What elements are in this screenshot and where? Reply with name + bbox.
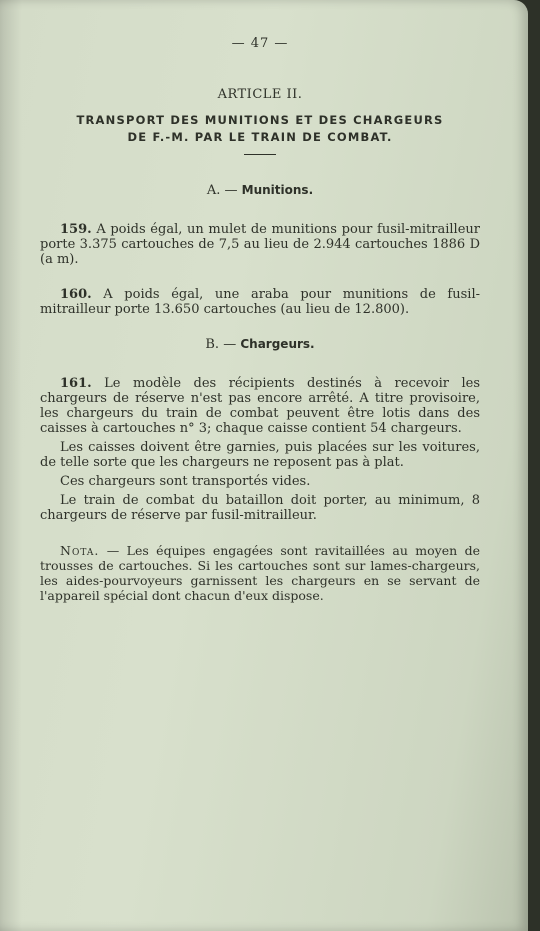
paragraph-text: A poids égal, un mulet de munitions pour fusil-mitrailleur porte 3.375 cartouches de 7,5 au lieu de 2.944 cartouches 1886 D (a m).: [40, 222, 480, 267]
paragraph-number: 160.: [60, 287, 92, 302]
paragraph-161-minimum: Le train de combat du bataillon doit porter, au minimum, 8 chargeurs de réserve par fusil-mitrailleur.: [40, 493, 480, 523]
paragraph-161-vides: Ces chargeurs sont transportés vides.: [60, 474, 311, 489]
section-a-name: Munitions.: [241, 183, 314, 197]
nota-label: Nota.: [60, 543, 100, 558]
section-b-letter: B. —: [205, 337, 237, 352]
section-heading-a: [40, 183, 480, 198]
page-binding-shadow: [0, 0, 22, 931]
paragraph-159: [40, 222, 480, 267]
paragraph-160: [40, 287, 480, 317]
paragraph-text: Le modèle des récipients destinés à recevoir les chargeurs de réserve n'est pas encore arrêté. A titre provisoire, les chargeurs du train de combat peuvent être lotis dans des caisses à cartouches n° 3; chaque caisse contient 54 chargeurs.: [40, 376, 480, 436]
article-heading: ARTICLE II.: [217, 87, 303, 102]
paragraph-161-caisses: Les caisses doivent être garnies, puis placées sur les voitures, de telle sorte que les chargeurs ne reposent pas à plat.: [40, 440, 480, 470]
article-title-line-2: DE F.-M. PAR LE TRAIN DE COMBAT.: [127, 130, 393, 144]
paragraph-161: [40, 376, 480, 523]
section-a-letter: A. —: [206, 183, 238, 198]
section-heading-b: [40, 337, 480, 352]
page-number: — 47 —: [231, 36, 289, 51]
paragraph-number: 161.: [60, 376, 92, 391]
nota-block: [40, 543, 480, 603]
article-title: [40, 112, 480, 146]
page-content: [40, 36, 480, 607]
nota-text: — Les équipes engagées sont ravitaillées au moyen de trousses de cartouches. Si les cartouches sont sur lames-chargeurs, les aides-pourvoyeurs garnissent les chargeurs en se servant de l'appareil spécial dont chacun d'eux dispose.: [40, 543, 480, 603]
title-divider: [244, 154, 276, 155]
article-title-line-1: TRANSPORT DES MUNITIONS ET DES CHARGEURS: [76, 113, 444, 127]
section-b-name: Chargeurs.: [240, 337, 315, 351]
paragraph-number: 159.: [60, 222, 92, 237]
paragraph-text: A poids égal, une araba pour munitions de fusil-mitrailleur porte 13.650 cartouches (au lieu de 12.800).: [40, 287, 480, 317]
